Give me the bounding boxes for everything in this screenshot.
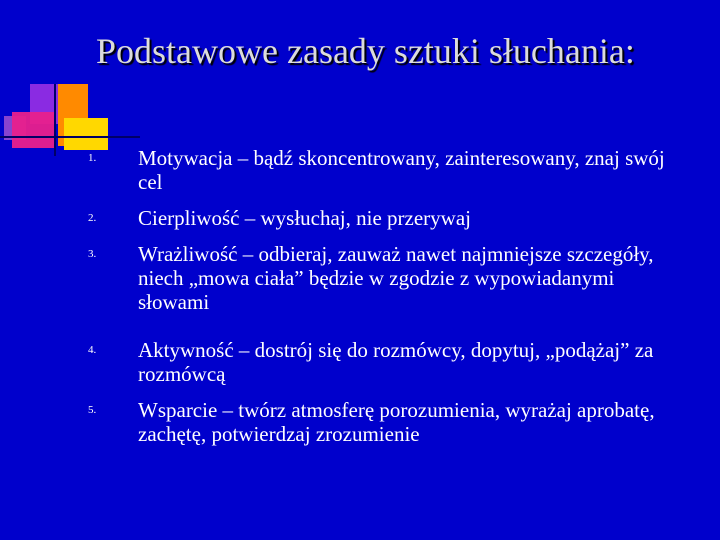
color-squares-logo-icon [0,0,140,160]
list-item-number: 2. [88,212,97,224]
list-item-number: 4. [88,344,97,356]
list-item-text: Aktywność – dostrój się do rozmówcy, dopytuj, „podążaj” za rozmówcą [138,338,654,386]
list-item-text: Wrażliwość – odbieraj, zauważ nawet najmniejsze szczegóły, niech „mowa ciała” będzie w zgodzie z wypowiadanymi słowami [138,242,654,314]
list-item-number: 3. [88,248,97,260]
list-item-number: 5. [88,404,97,416]
divider-vertical [54,84,56,156]
slide-title: Podstawowe zasady sztuki słuchania: [96,31,635,71]
magenta-square-icon [12,112,54,148]
divider-horizontal [0,136,140,138]
list-item-text: Wsparcie – twórz atmosferę porozumienia, wyrażaj aprobatę, zachętę, potwierdzaj zrozumienie [138,398,655,446]
list-item-text: Motywacja – bądź skoncentrowany, zainteresowany, znaj swój cel [138,146,665,194]
list-item-text: Cierpliwość – wysłuchaj, nie przerywaj [138,206,471,230]
list-item-number: 1. [88,152,97,164]
